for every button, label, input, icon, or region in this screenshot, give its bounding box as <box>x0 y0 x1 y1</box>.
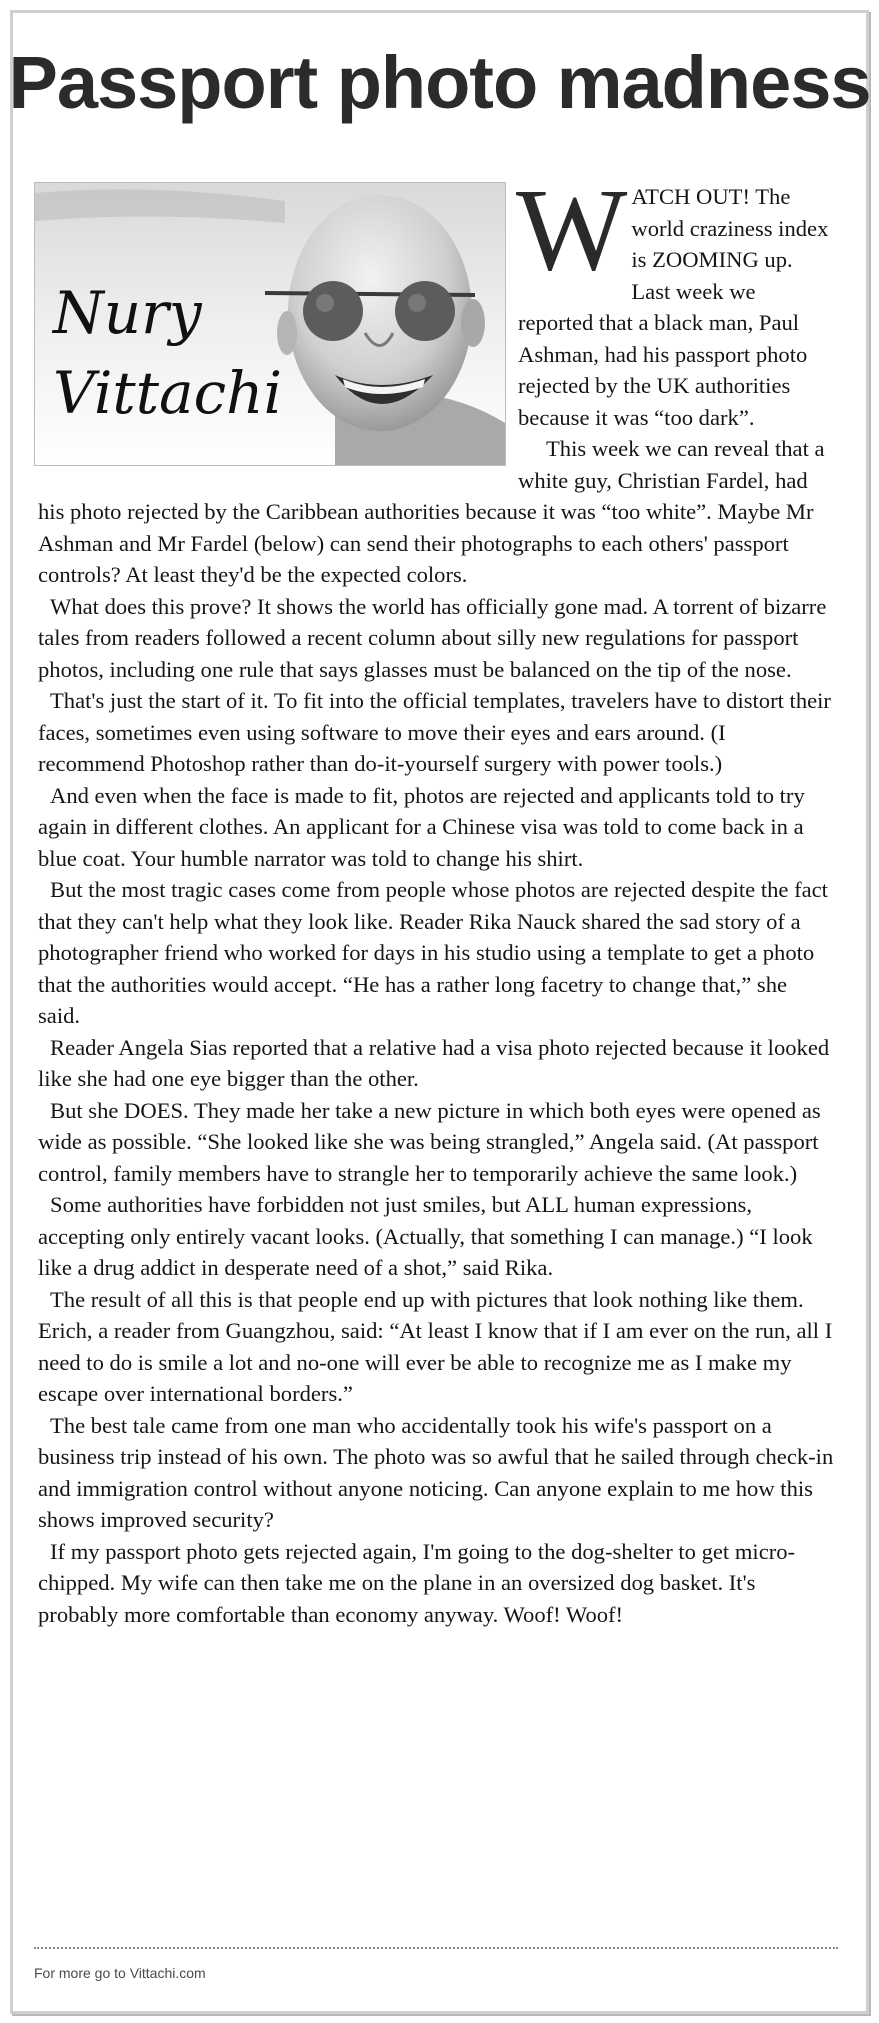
article-paragraph: The result of all this is that people end up with pictures that look nothing like them. Erich, a reader from Guangzhou, said: “At least I know that if I am ever on the run, all I need to do is smile a lot and no-one will ever be able to recognize me as I make my escape over international borders.” <box>38 1286 833 1406</box>
article-paragraph: But she DOES. They made her take a new picture in which both eyes were opened as wide as possible. “She looked like she was being strangled,” Angela said. (At passport control, family members have to strangle her to temporarily achieve the same look.) <box>38 1097 821 1186</box>
article-intro-text: ATCH OUT! The world craziness index is ZOOMING up. Last week we reported that a black man, Paul Ashman, had his passport photo rejected by the UK authorities because it was “too dark”. <box>518 184 829 430</box>
footer-dotted-rule <box>34 1947 838 1949</box>
article-paragraph: The best tale came from one man who accidentally took his wife's passport on a business trip instead of his own. The photo was so awful that he sailed through check-in and immigration control without anyone noticing. Can anyone explain to me how this shows improved security? <box>38 1412 834 1532</box>
drop-cap: W <box>516 164 628 295</box>
article-paragraph: That's just the start of it. To fit into the official templates, travelers have to distort their faces, sometimes even using software to move their eyes and ears around. (I recommend Photoshop rather than do-it-yourself surgery with power tools.) <box>38 688 831 776</box>
article-paragraph: But the most tragic cases come from people whose photos are rejected despite the fact that they can't help what they look like. Reader Rika Nauck shared the sad story of a photographer friend who worked for days in his studio using a template to get a photo that the authorities would accept. “He has a rather long facetry to change that,” she said. <box>38 877 828 1028</box>
article-paragraph: If my passport photo gets rejected again, I'm going to the dog-shelter to get micro-chipped. My wife can then take me on the plane in an oversized dog basket. It's probably more comfortable than economy anyway. Woof! Woof! <box>38 1538 796 1627</box>
headline: Passport photo madness <box>8 41 871 124</box>
article-body <box>38 164 834 1630</box>
article-paragraph: What does this prove? It shows the world has officially gone mad. A torrent of bizarre tales from readers followed a recent column about silly new regulations for passport photos, including one rule that says glasses must be balanced on the tip of the nose. <box>38 593 827 682</box>
article-paragraph: This week we can reveal that a white guy, Christian Fardel, had his photo rejected by the Caribbean authorities because it was “too white”. Maybe Mr Ashman and Mr Fardel (below) can send their photographs to each others' passport controls? At least they'd be the expected colors. <box>38 436 825 587</box>
signature-last-name: Vittachi <box>53 359 282 427</box>
article-paragraph: Some authorities have forbidden not just smiles, but ALL human expressions, accepting only entirely vacant looks. (Actually, that something I can manage.) “I look like a drug addict in desperate need of a shot,” said Rika. <box>38 1192 813 1280</box>
footer-credit: For more go to Vittachi.com <box>34 1965 206 1981</box>
article-paragraph: And even when the face is made to fit, photos are rejected and applicants told to try again in different clothes. An applicant for a Chinese visa was told to come back in a blue coat. Your humble narrator was told to change his shirt. <box>38 782 805 871</box>
photo-float-spacer <box>38 181 518 481</box>
article-paragraph: Reader Angela Sias reported that a relative had a visa photo rejected because it looked like she had one eye bigger than the other. <box>38 1034 830 1091</box>
signature-first-name: Nury <box>53 279 202 347</box>
